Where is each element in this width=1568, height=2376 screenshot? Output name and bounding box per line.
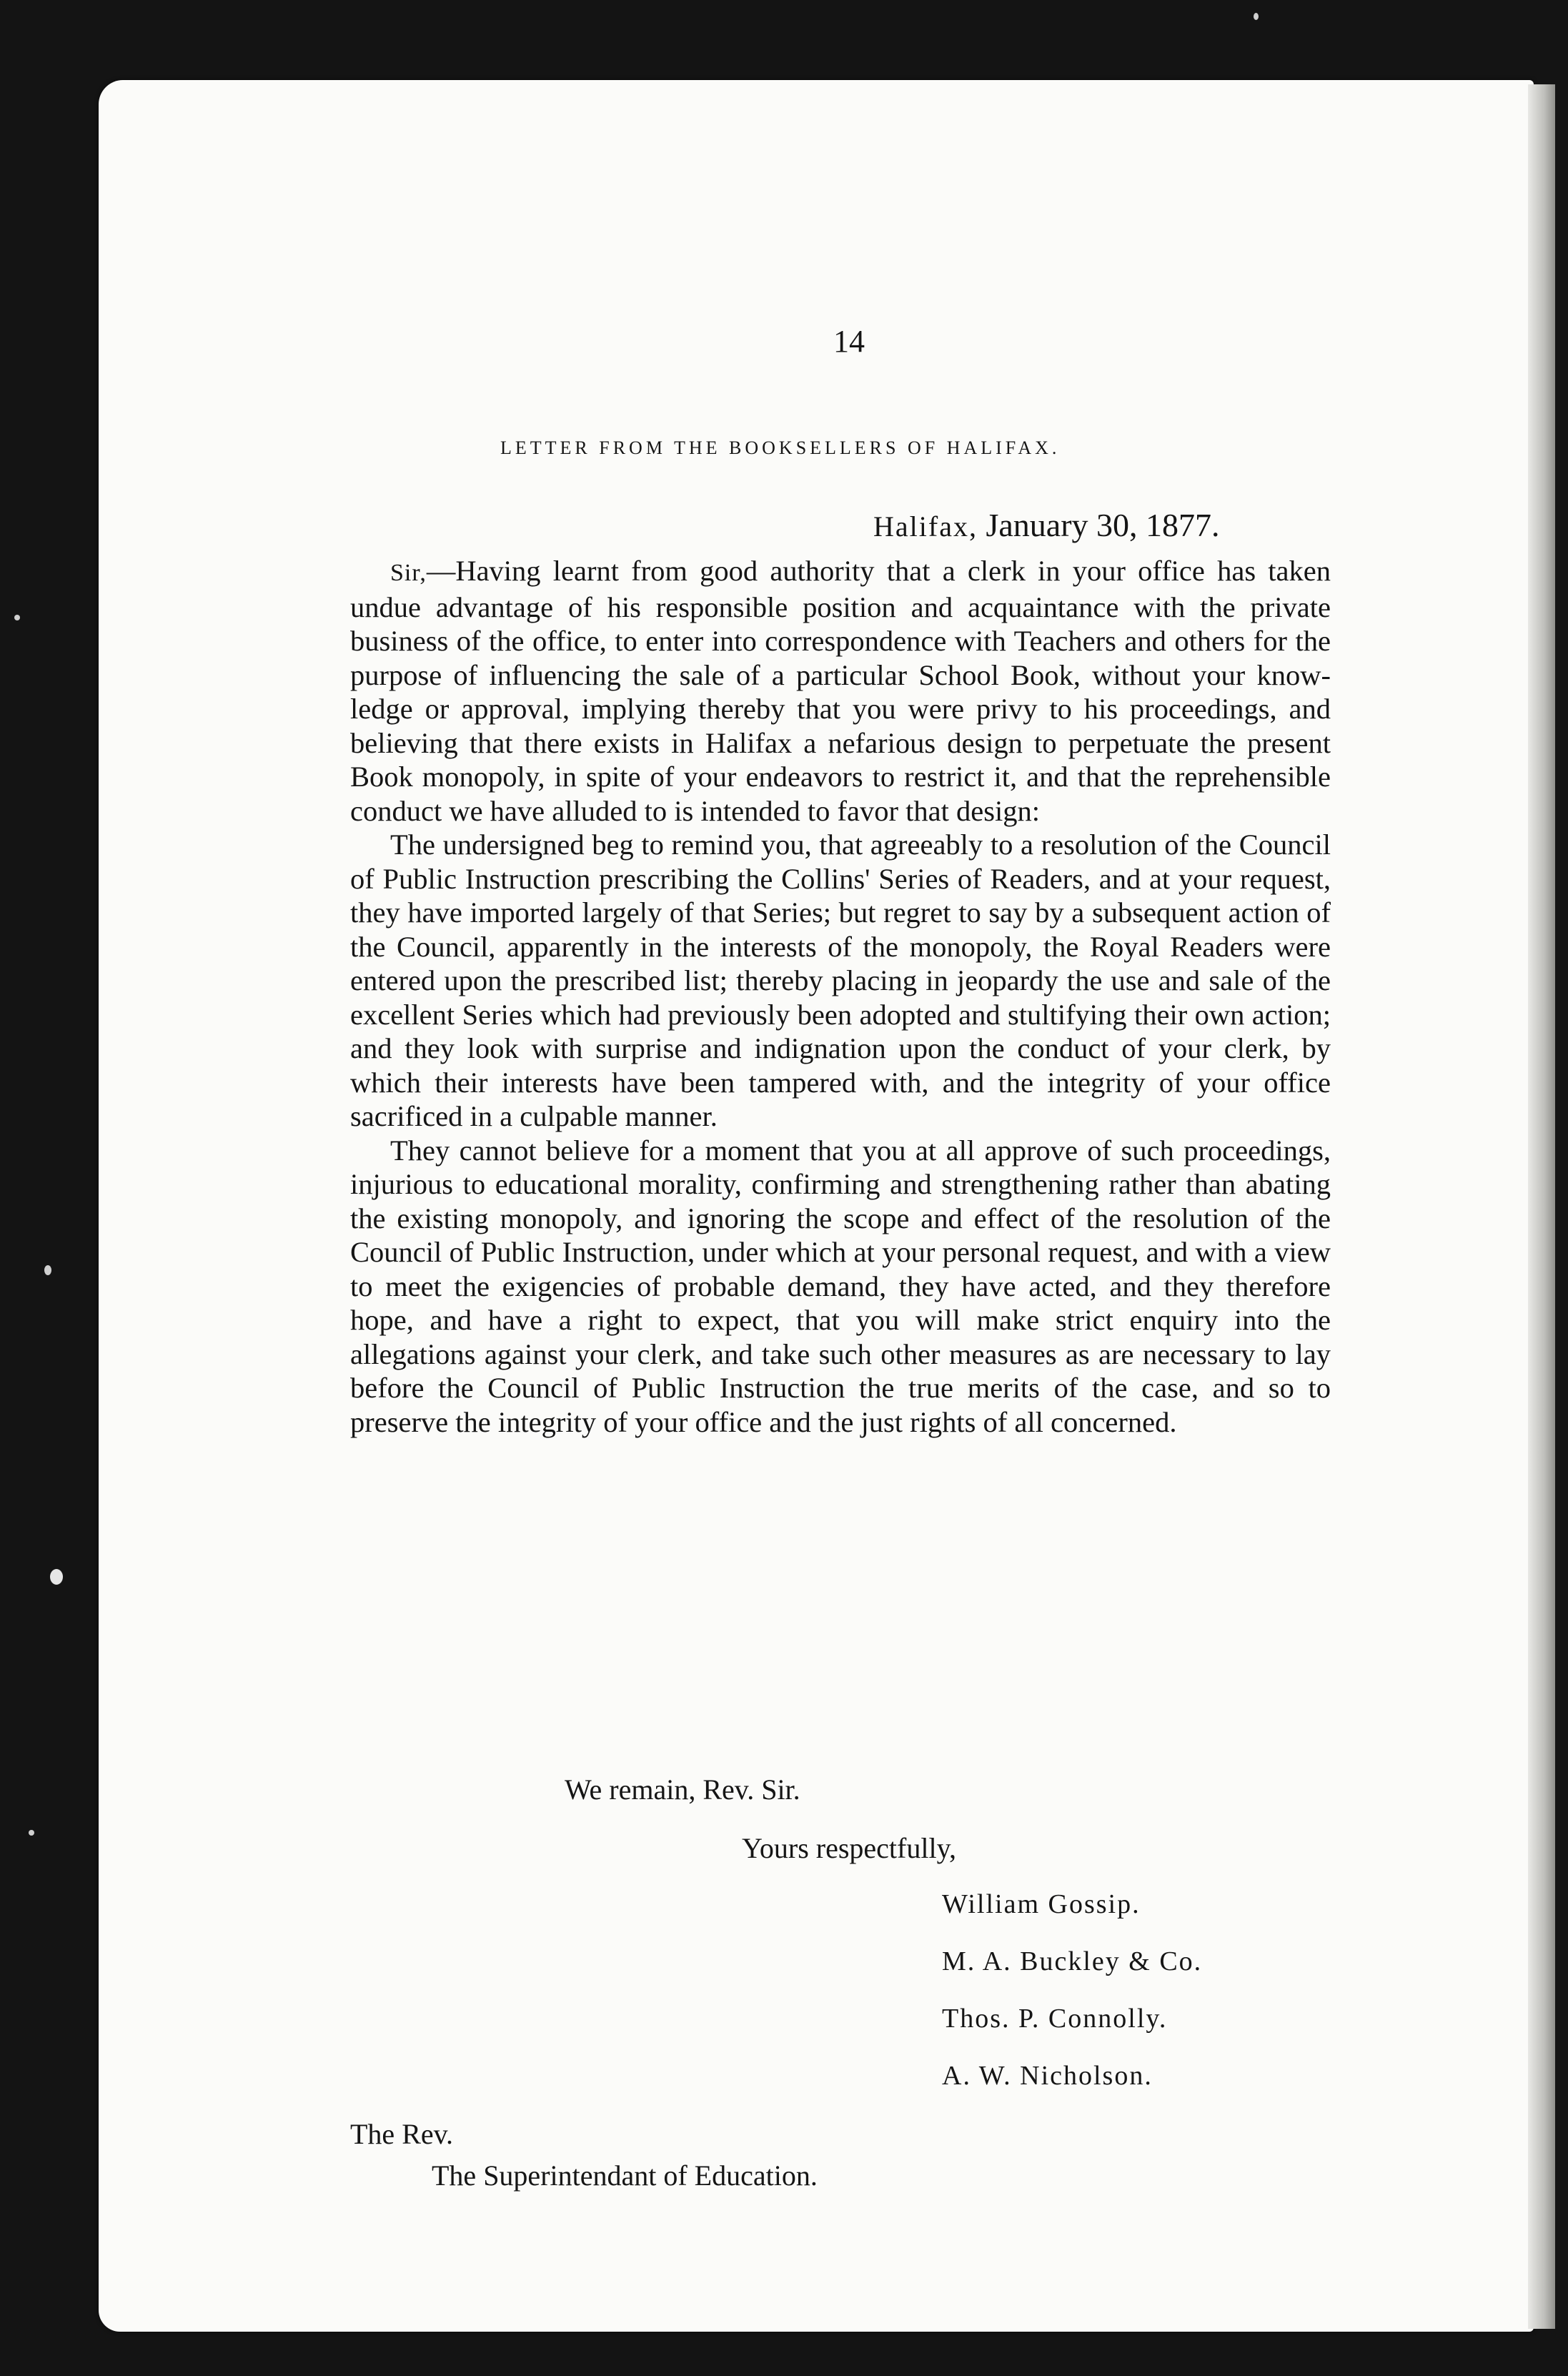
scan-speck [14, 615, 20, 620]
dateline-place: Halifax, [873, 510, 978, 543]
paragraph-1-text: —Having learnt from good authority that a clerk in your office has taken undue advantage of his responsible position and acquaintance with the private business of the office, to enter into correspondence with Teachers and others for the purpose of influencing the sale of a particular School Book, without your knowledge or approval, implying thereby that you were privy to his proceedings, and believing that there exists in Halifax a nefarious design to perpetuate the present Book monopoly, in spite of your endeavors to restrict it, and that the reprehensible conduct we have alluded to is intended to favor that design: [350, 555, 1331, 827]
letter-body [350, 554, 1331, 1439]
scan-speck [50, 1569, 63, 1585]
paragraph-1 [350, 554, 1331, 828]
paragraph-2: The undersigned beg to remind you, that agreeably to a resolution of the Council of Public Instruction prescribing the Collins' Series of Readers, and at your request, they have imported largely of that Series; but regret to say by a subsequent action of the Council, apparently in the interests of the monopoly, the Royal Readers were entered upon the prescribed list; thereby placing in jeopardy the use and sale of the excellent Series which had previously been adopted and stultifying their own action; and they look with surprise and indignation upon the conduct of your clerk, by which their interests have been tampered with, and the integrity of your office sacrificed in a culpable manner. [350, 828, 1331, 1132]
addressee-line-2: The Superintendant of Education. [432, 2159, 818, 2192]
signatory: A. W. Nicholson. [942, 2061, 1153, 2091]
page-number: 14 [833, 324, 865, 359]
addressee-line-1: The Rev. [350, 2118, 454, 2150]
regards-line: Yours respectfully, [742, 1832, 956, 1864]
page-edge [1528, 84, 1555, 2329]
signatory: Thos. P. Connolly. [942, 2004, 1168, 2034]
paragraph-3: They cannot believe for a moment that you at all approve of such proceedings, injurious to educational morality, confirming and strengthening rather than abating the existing monopoly, and ignoring the scope and effect of the resolution of the Council of Public Instruction, under which at your personal request, and with a view to meet the exigencies of probable demand, they have acted, and they therefore hope, and have a right to expect, that you will make strict enquiry into the allegations against your clerk, and take such other measures as are necessary to lay before the Council of Public Instruction the true merits of the case, and so to preserve the integrity of your office and the just rights of all concerned. [350, 1134, 1331, 1438]
scan-speck [44, 1265, 51, 1275]
letter-heading: LETTER FROM THE BOOKSELLERS OF HALIFAX. [500, 437, 1061, 458]
signatory: William Gossip. [942, 1889, 1141, 1919]
dateline-date: January 30, 1877. [986, 507, 1220, 543]
salutation: Sir, [390, 560, 427, 586]
scan-speck [29, 1830, 34, 1836]
dateline [873, 506, 1220, 544]
scan-speck [1254, 13, 1259, 20]
signatory: M. A. Buckley & Co. [942, 1946, 1203, 1976]
closing-line: We remain, Rev. Sir. [565, 1773, 800, 1806]
